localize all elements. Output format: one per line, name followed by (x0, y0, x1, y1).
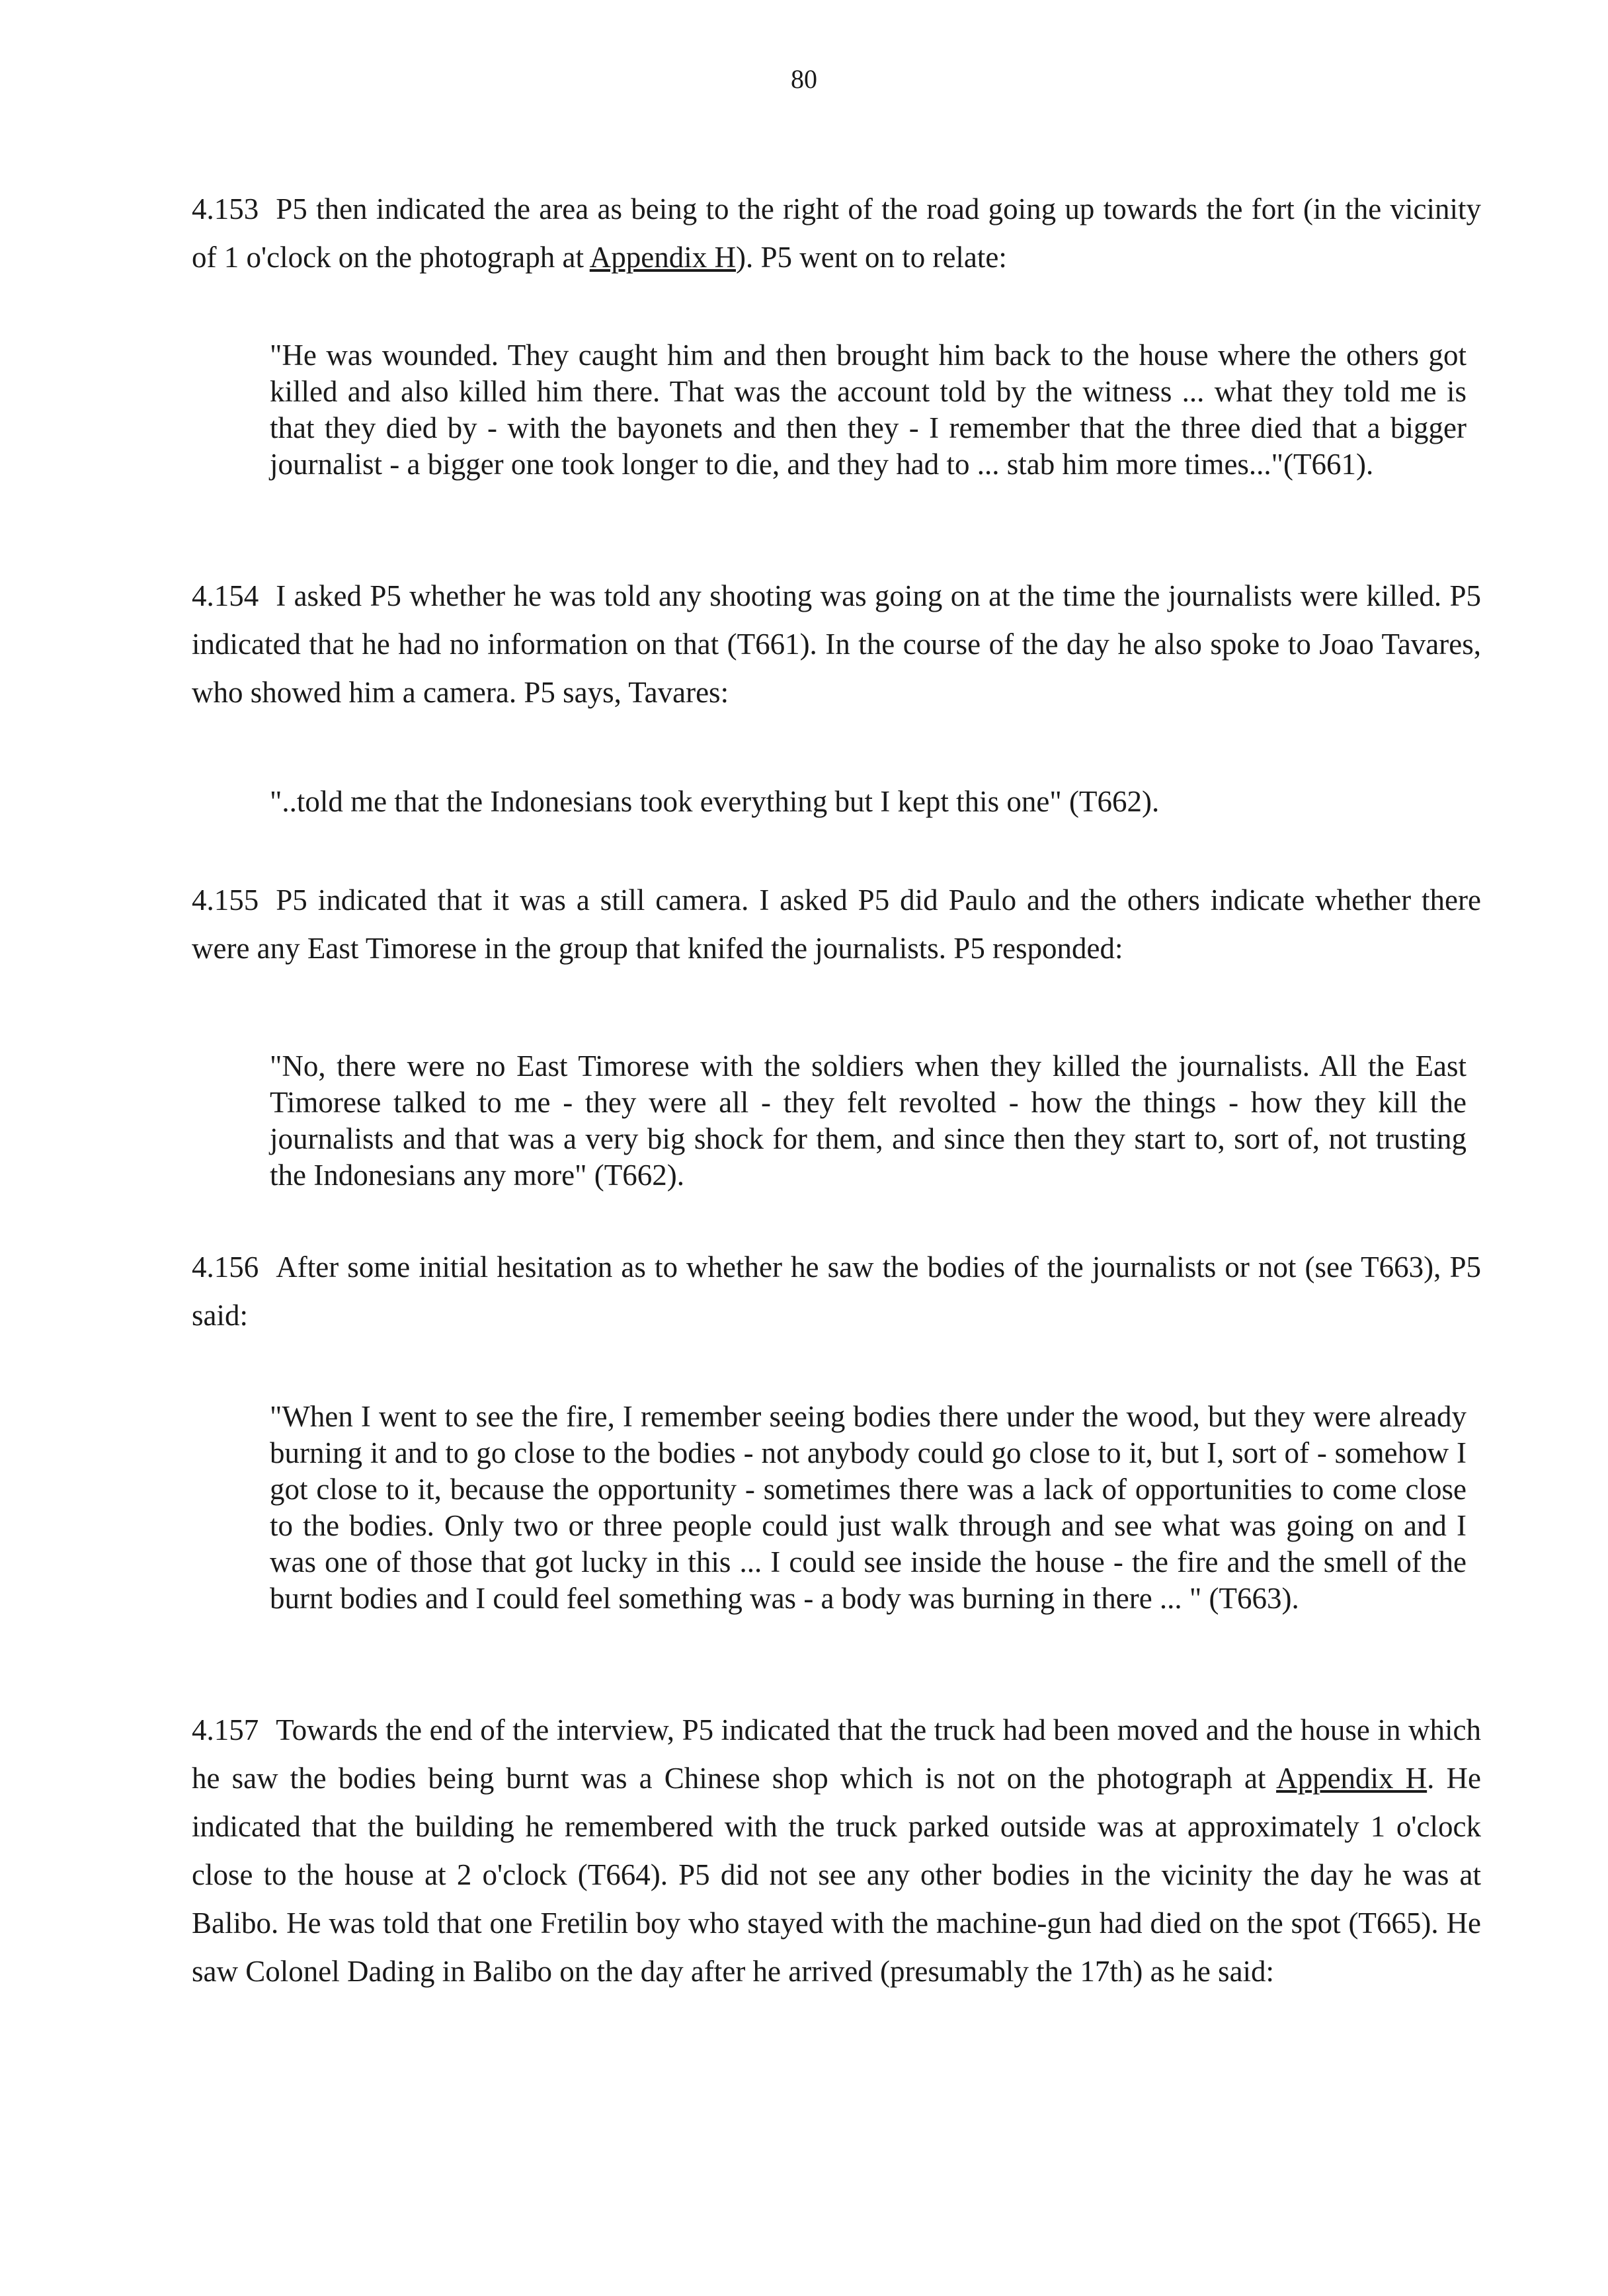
paragraph-4-153 (192, 185, 1481, 282)
appendix-h-reference: Appendix H (589, 241, 736, 274)
paragraph-text: . He indicated that the building he remembered with the truck parked outside was at approximately 1 o'clock close to the house at 2 o'clock (T664). P5 did not see any other bodies in the vicinity the day he was at Balibo. He was told that one Fretilin boy who stayed with the machine-gun had died on the spot (T665). He saw Colonel Dading in Balibo on the day after he arrived (presumably the 17th) as he said: (192, 1762, 1481, 1988)
paragraph-text: I asked P5 whether he was told any shooting was going on at the time the journalists were killed. P5 indicated that he had no information on that (T661). In the course of the day he also spoke to Joao Tavares, who showed him a camera. P5 says, Tavares: (192, 579, 1481, 709)
block-quote-t663: "When I went to see the fire, I remember seeing bodies there under the wood, but they were already burning it and to go close to the bodies - not anybody could go close to it, but I, sort of - somehow I got close to it, because the opportunity - sometimes there was a lack of opportunities to come close to the bodies. Only two or three people could just walk through and see what was going on and I was one of those that got lucky in this ... I could see inside the house - the fire and the smell of the burnt bodies and I could feel something was - a body was burning in there ... " (T663). (270, 1400, 1467, 1615)
paragraph-text: After some initial hesitation as to whether he saw the bodies of the journalists or not (see T663), P5 said: (192, 1250, 1481, 1332)
paragraph-text: ). P5 went on to relate: (735, 241, 1007, 274)
paragraph-number: 4.157 (192, 1713, 259, 1746)
paragraph-number: 4.155 (192, 883, 259, 917)
paragraph-4-156 (192, 1243, 1481, 1340)
paragraph-4-154 (192, 572, 1481, 717)
paragraph-text: P5 indicated that it was a still camera. I asked P5 did Paulo and the others indicate whether there were any East Timorese in the group that knifed the journalists. P5 responded: (192, 883, 1481, 965)
block-quote-t662-timorese: "No, there were no East Timorese with the soldiers when they killed the journalists. All the East Timorese talked to me - they were all - they felt revolted - how the things - how they kill the journalists and that was a very big shock for them, and since then they start to, sort of, not trusting the Indonesians any more" (T662). (270, 1049, 1467, 1192)
block-quote-t661: "He was wounded. They caught him and then brought him back to the house where the others got killed and also killed him there. That was the account told by the witness ... what they told me is that they died by - with the bayonets and then they - I remember that the three died that a bigger journalist - a bigger one took longer to die, and they had to ... stab him more times..."(T661). (270, 339, 1467, 481)
paragraph-text: Towards the end of the interview, P5 indicated that the truck had been moved and the house in which he saw the bodies being burnt was a Chinese shop which is not on the photograph at (192, 1713, 1481, 1795)
block-quote-t662-camera: "..told me that the Indonesians took everything but I kept this one" (T662). (270, 785, 1160, 818)
paragraph-4-157 (192, 1706, 1481, 1996)
paragraph-text: P5 then indicated the area as being to the right of the road going up towards the fort (in the vicinity of 1 o'clock on the photograph at (192, 192, 1481, 274)
page-number: 80 (791, 64, 817, 94)
paragraph-number: 4.156 (192, 1250, 259, 1284)
appendix-h-reference: Appendix H (1276, 1762, 1427, 1795)
paragraph-number: 4.154 (192, 579, 259, 612)
paragraph-4-155 (192, 876, 1481, 973)
paragraph-number: 4.153 (192, 192, 259, 226)
